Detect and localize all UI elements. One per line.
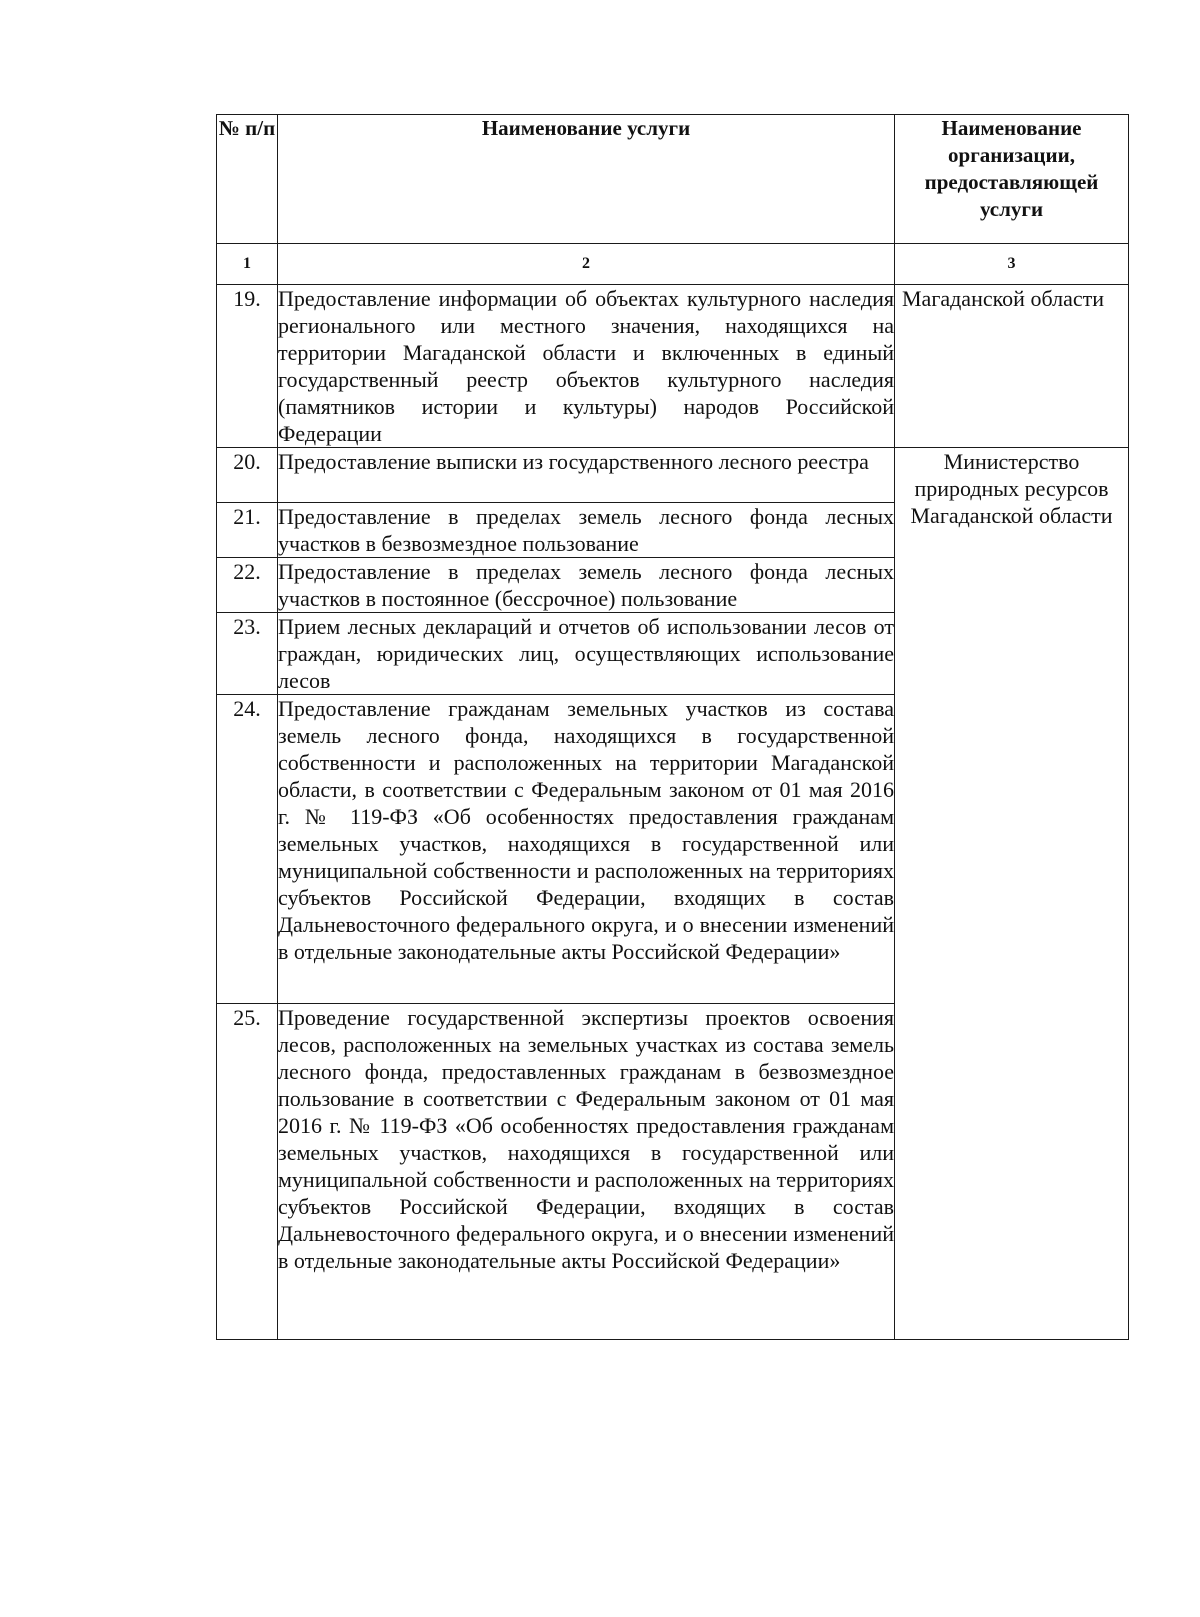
row-number: 20. [217, 448, 278, 503]
header-number: № п/п [217, 115, 278, 244]
service-name: Предоставление гражданам земельных участков из состава земель лесного фонда, находящихся в государственной собственности и расположенных на территории Магаданской области, в соответствии с Федеральным законом от 01 мая 2016 г. № 119-ФЗ «Об особенностях предоставления гражданам земельных участков, находящихся в государственной или муниципальной собственности и расположенных на территориях субъектов Российской Федерации, входящих в состав Дальневосточного федерального округа, и о внесении изменений в отдельные законодательные акты Российской Федерации» [278, 695, 895, 1004]
service-name: Предоставление в пределах земель лесного фонда лесных участков в постоянное (бессрочное) пользование [278, 559, 894, 611]
column-index-row [217, 244, 1129, 285]
organization-name: Министерство природных ресурсов Магаданской области [895, 448, 1129, 1340]
column-index-1: 1 [217, 244, 278, 285]
table-row [217, 448, 1129, 503]
service-name: Проведение государственной экспертизы проектов освоения лесов, расположенных на земельных участках из состава земель лесного фонда, предоставленных гражданам в безвозмездное пользование в соответствии с Федеральным законом от 01 мая 2016 г. № 119-ФЗ «Об особенностях предоставления гражданам земельных участков, находящихся в государственной или муниципальной собственности и расположенных на территориях субъектов Российской Федерации, входящих в состав Дальневосточного федерального округа, и о внесении изменений в отдельные законодательные акты Российской Федерации» [278, 1004, 895, 1340]
row-number: 21. [217, 503, 278, 558]
service-name: Прием лесных деклараций и отчетов об использовании лесов от граждан, юридических лиц, осуществляющих использование лесов [278, 614, 894, 693]
row-number: 25. [217, 1004, 278, 1340]
service-name: Предоставление выписки из государственного лесного реестра [278, 448, 895, 503]
row-number: 23. [217, 613, 278, 695]
row-number: 22. [217, 558, 278, 613]
service-name: Предоставление информации об объектах культурного наследия регионального или местного значения, находящихся на территории Магаданской области и включенных в единый государственный реестр объектов культурного наследия (памятников истории и культуры) народов Российской Федерации [278, 286, 894, 446]
services-table [216, 114, 1129, 1340]
header-organization: Наименование организации, предоставляющей услуги [895, 115, 1129, 244]
table-row [217, 285, 1129, 448]
column-index-2: 2 [278, 244, 895, 285]
organization-name: Магаданской области [895, 285, 1129, 448]
header-service-name: Наименование услуги [278, 115, 895, 244]
service-name: Предоставление в пределах земель лесного фонда лесных участков в безвозмездное пользование [278, 504, 894, 556]
row-number: 24. [217, 695, 278, 1004]
row-number: 19. [217, 285, 278, 448]
column-index-3: 3 [895, 244, 1129, 285]
table-header [217, 115, 1129, 285]
